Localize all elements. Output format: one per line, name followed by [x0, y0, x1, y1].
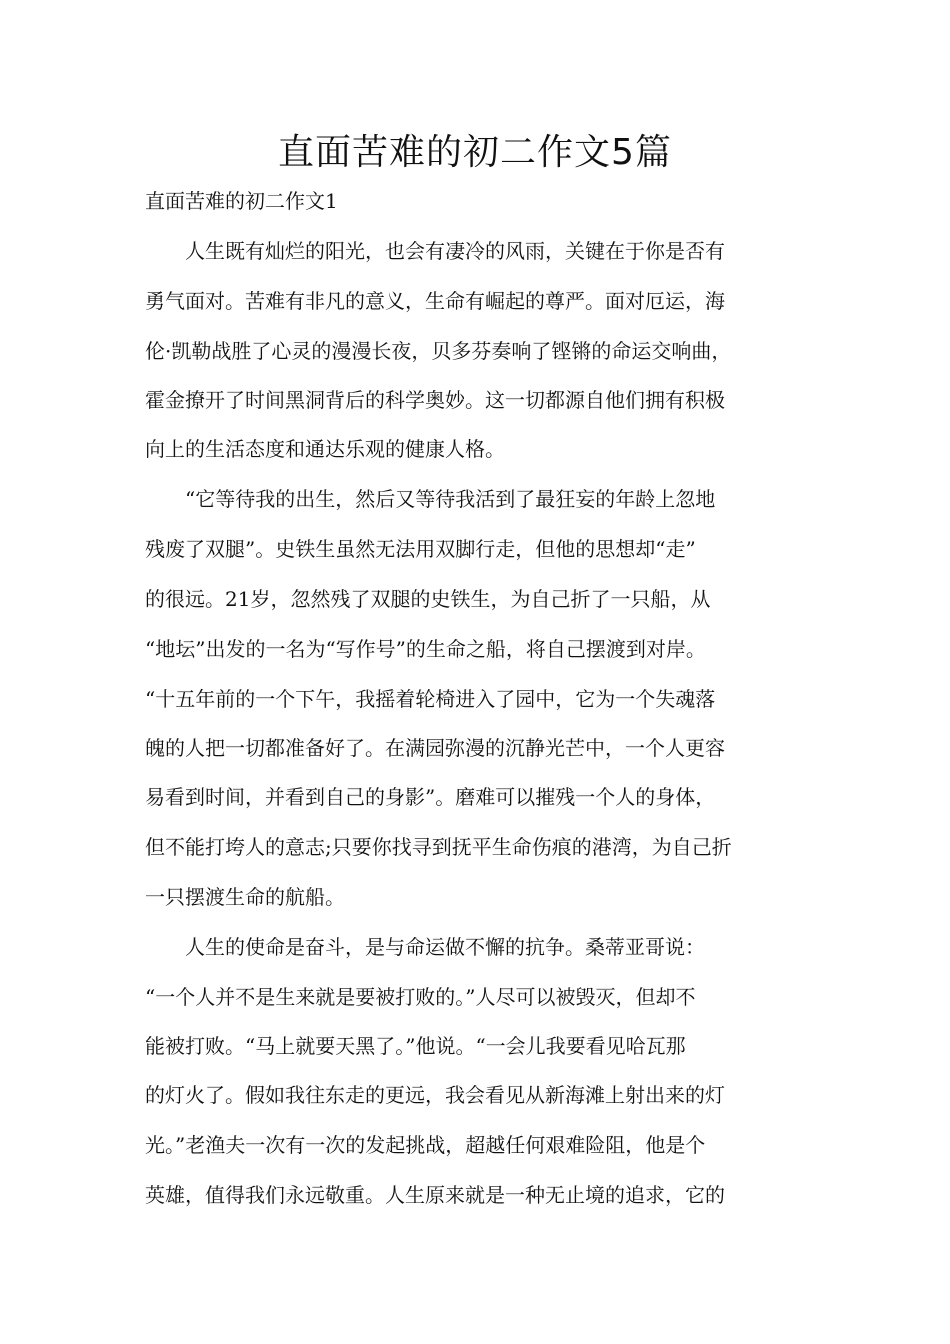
body-line: 人生既有灿烂的阳光，也会有凄冷的风雨，关键在于你是否有 [185, 239, 725, 263]
body-line: 一只摆渡生命的航船。 [145, 885, 345, 909]
body-line: 英雄，值得我们永远敬重。人生原来就是一种无止境的追求，它的 [145, 1183, 725, 1207]
body-line: 易看到时间，并看到自己的身影”。磨难可以摧残一个人的身体， [145, 785, 716, 809]
body-line: 能被打败。“马上就要天黑了。”他说。“一会儿我要看见哈瓦那 [145, 1034, 686, 1058]
body-line: “地坛”出发的一名为“写作号”的生命之船，将自己摆渡到对岸。 [145, 637, 706, 661]
body-line: “十五年前的一个下午，我摇着轮椅进入了园中，它为一个失魂落 [145, 687, 716, 711]
body-line: 人生的使命是奋斗，是与命运做不懈的抗争。桑蒂亚哥说： [185, 935, 705, 959]
body-line: 的很远。21岁，忽然残了双腿的史铁生，为自己折了一只船，从 [145, 587, 711, 611]
body-line: 霍金撩开了时间黑洞背后的科学奥妙。这一切都源自他们拥有积极 [145, 388, 725, 412]
body-line: “它等待我的出生，然后又等待我活到了最狂妄的年龄上忽地 [185, 487, 716, 511]
section-heading: 直面苦难的初二作文1 [145, 189, 338, 213]
body-line: 伦·凯勒战胜了心灵的漫漫长夜，贝多芬奏响了铿锵的命运交响曲， [145, 339, 732, 363]
body-line: 魄的人把一切都准备好了。在满园弥漫的沉静光芒中，一个人更容 [145, 736, 725, 760]
body-line: “一个人并不是生来就是要被打败的。”人尽可以被毁灭，但却不 [145, 985, 696, 1009]
document-title: 直面苦难的初二作文5篇 [278, 132, 672, 173]
body-line: 光。”老渔夫一次有一次的发起挑战，超越任何艰难险阻，他是个 [145, 1133, 706, 1157]
body-line: 的灯火了。假如我往东走的更远，我会看见从新海滩上射出来的灯 [145, 1083, 725, 1107]
body-line: 但不能打垮人的意志;只要你找寻到抚平生命伤痕的港湾，为自己折 [145, 835, 732, 859]
body-line: 向上的生活态度和通达乐观的健康人格。 [145, 437, 505, 461]
body-line: 勇气面对。苦难有非凡的意义，生命有崛起的尊严。面对厄运，海 [145, 289, 725, 313]
body-line: 残废了双腿”。史铁生虽然无法用双脚行走，但他的思想却“走” [145, 537, 696, 561]
